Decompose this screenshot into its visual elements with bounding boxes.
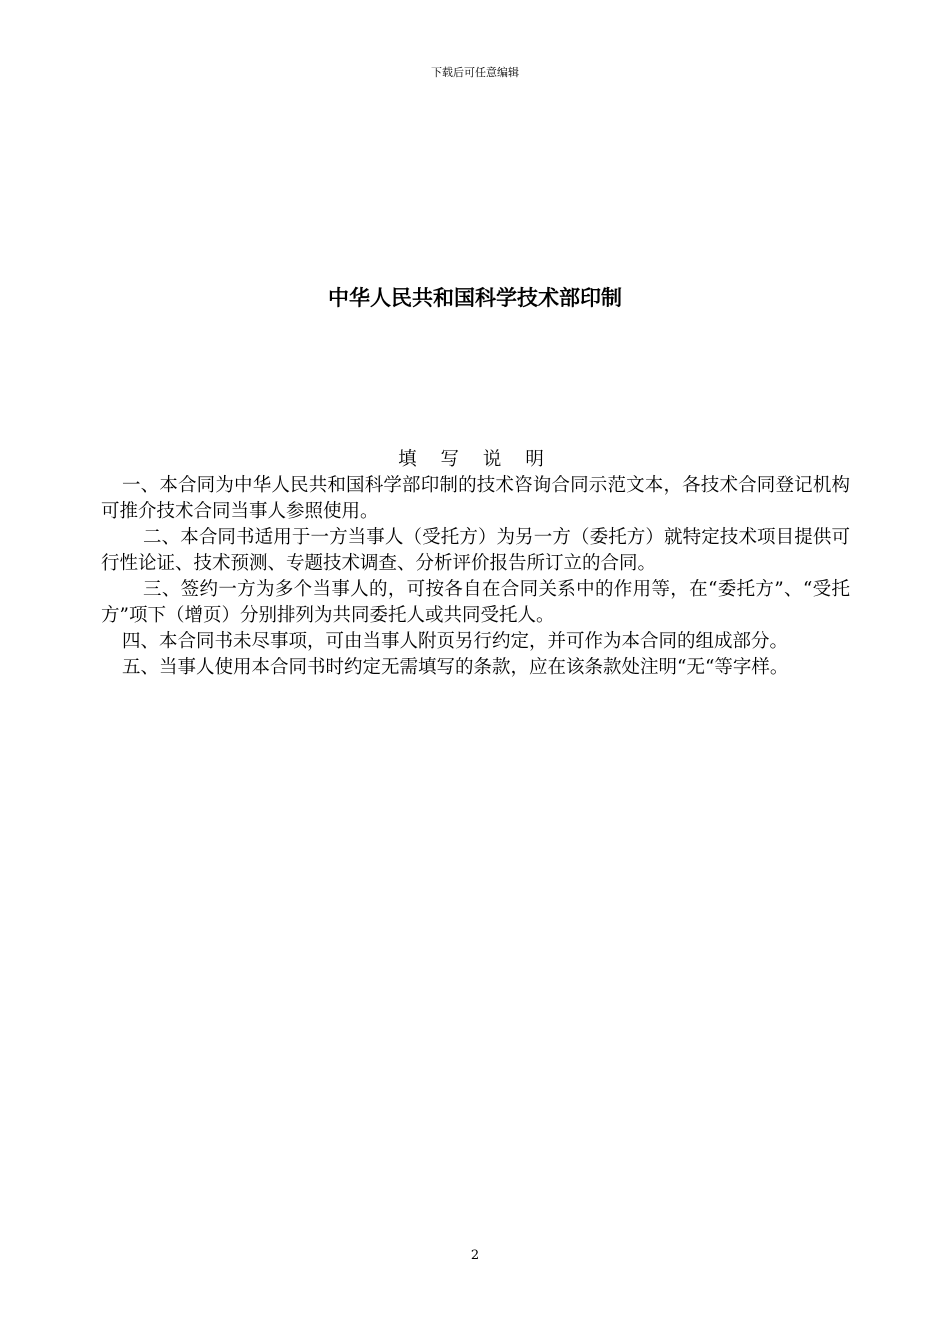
instruction-paragraph-4: 四、本合同书未尽事项，可由当事人附页另行约定，并可作为本合同的组成部分。 <box>122 631 789 652</box>
page-title: 中华人民共和国科学技术部印制 <box>328 286 622 310</box>
instruction-paragraph-3: 三、签约一方为多个当事人的，可按各自在合同关系中的作用等，在“委托方”、“受托方”项下（增页）分别排列为共同委托人或共同受托人。 <box>101 579 850 626</box>
instruction-paragraph-2: 二、本合同书适用于一方当事人（受托方）为另一方（委托方）就特定技术项目提供可行性论证、技术预测、专题技术调查、分析评价报告所订立的合同。 <box>101 527 850 574</box>
header-note: 下载后可任意编辑 <box>431 66 519 79</box>
instructions-section <box>101 447 850 681</box>
instructions-heading: 填 写 说 明 <box>398 449 553 470</box>
instruction-paragraph-5: 五、当事人使用本合同书时约定无需填写的条款，应在该条款处注明“无“等字样。 <box>122 657 789 678</box>
instruction-paragraph-1: 一、本合同为中华人民共和国科学部印制的技术咨询合同示范文本，各技术合同登记机构可推介技术合同当事人参照使用。 <box>101 475 850 522</box>
page-number: 2 <box>470 1248 480 1263</box>
